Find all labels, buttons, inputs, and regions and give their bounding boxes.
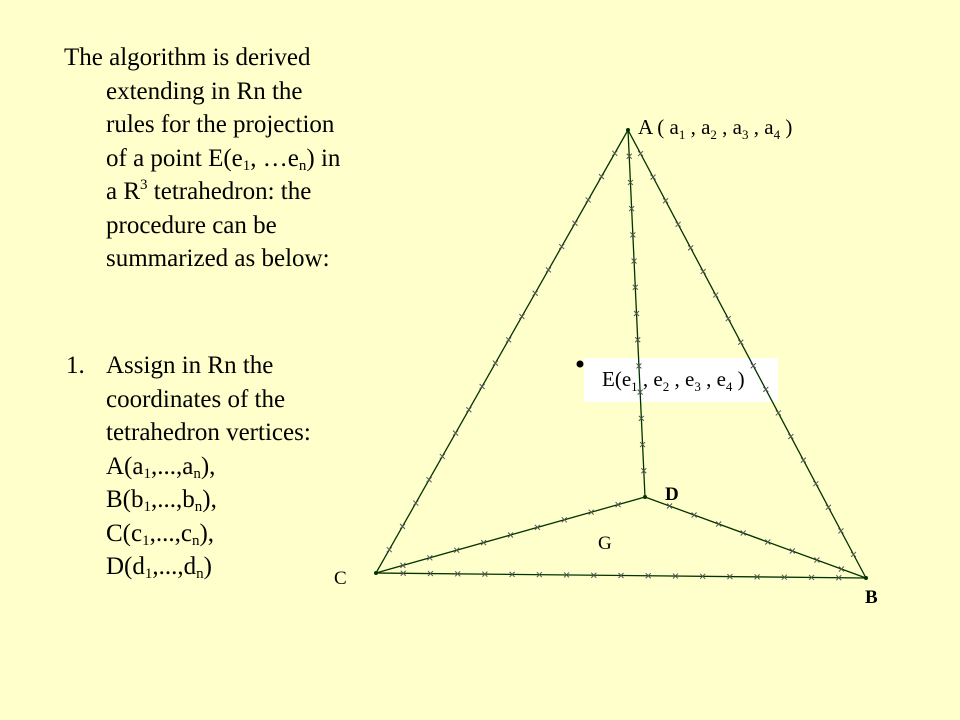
subscript: n — [194, 499, 203, 515]
point-e-label: $E(e_1$ , $e_2$ , $e_3$ , $e_4$ ) — [602, 367, 745, 394]
edge-tick — [506, 337, 511, 342]
edge-tick — [612, 151, 617, 156]
subscript: n — [191, 532, 200, 549]
edge-tick — [453, 431, 458, 436]
subscript: 1 — [143, 465, 151, 482]
edge-tick — [826, 505, 831, 510]
coord-text: ,...,a — [150, 452, 194, 480]
subscript: 1 — [142, 532, 150, 549]
edge-ac — [376, 130, 628, 573]
vertex-c-label: C — [334, 568, 347, 589]
vertex-b-label: B — [865, 587, 878, 608]
intro-line-3: rules for the projection — [106, 111, 335, 138]
edge-tick — [851, 552, 856, 557]
edge-tick — [546, 267, 551, 272]
subscript: 1 — [143, 499, 151, 515]
step-1-line-1: Assign in Rn the — [106, 352, 274, 379]
vertex-a-dot — [626, 128, 630, 132]
edge-tick — [738, 340, 743, 345]
edge-tick — [676, 222, 681, 227]
vertex-c-dot — [374, 571, 378, 575]
intro-line-4-text: , …e — [250, 144, 299, 172]
vertex-a-label: A ( $a_1$ , $a_2$ , $a_3$ , $a_4$ ) — [638, 115, 793, 142]
edge-tick — [599, 174, 604, 179]
edge-tick-marks — [387, 151, 856, 580]
edge-tick — [813, 481, 818, 486]
coord-text: ), — [202, 486, 217, 513]
coord-text: ,...,d — [152, 553, 197, 580]
edge-tick — [776, 410, 781, 415]
coord-text: ) — [203, 553, 212, 580]
intro-line-7: summarized as below: — [106, 245, 330, 272]
edge-tick — [688, 245, 693, 250]
subscript: n — [298, 157, 307, 174]
edge-tick — [701, 269, 706, 274]
edge-tick — [533, 291, 538, 296]
edge-tick — [572, 221, 577, 226]
coord-text: B(b — [106, 486, 144, 513]
coord-text: A(a — [106, 452, 144, 480]
edge-tick — [651, 175, 656, 180]
edge-tick — [413, 501, 418, 506]
edge-tick — [427, 477, 432, 482]
coord-text: C(c — [106, 519, 143, 547]
intro-line-6: procedure can be — [106, 211, 277, 239]
vertex-b-dot — [864, 576, 868, 580]
subscript: n — [193, 465, 201, 482]
intro-line-5-text: a R — [106, 178, 141, 205]
intro-line-5-text: tetrahedron: the — [147, 178, 312, 205]
subscript: 1 — [144, 566, 153, 582]
edge-tick — [763, 387, 768, 392]
point-e-dot — [577, 361, 584, 368]
subscript: n — [196, 566, 204, 582]
coord-text: ), — [200, 452, 216, 480]
intro-line-4-text: ) in — [306, 144, 341, 172]
edge-tick — [559, 244, 564, 249]
coord-text: ), — [199, 519, 215, 547]
intro-line-4-text: of a point E(e — [106, 144, 243, 172]
edge-ab — [628, 130, 866, 578]
edge-tick — [801, 458, 806, 463]
edge-tick — [400, 524, 405, 529]
edge-tick — [493, 361, 498, 366]
superscript: 3 — [140, 177, 148, 193]
step-1-line-2: coordinates of the — [106, 385, 286, 413]
edge-tick — [440, 454, 445, 459]
edge-tick — [638, 151, 643, 156]
edge-tick — [713, 293, 718, 298]
tetrahedron-edges — [376, 130, 866, 578]
edge-tick — [519, 314, 524, 319]
edge-tick — [838, 528, 843, 533]
edge-tick — [726, 316, 731, 321]
coord-text: D(d — [106, 553, 145, 580]
centroid-g-label: G — [598, 533, 612, 554]
edge-tick — [788, 434, 793, 439]
coord-text: ,...,b — [151, 486, 195, 513]
step-number: 1. — [66, 352, 85, 379]
edge-tick — [466, 407, 471, 412]
vertex-d-label: D — [665, 484, 679, 505]
edge-db — [645, 497, 866, 578]
edge-tick — [586, 197, 591, 202]
subscript: 1 — [242, 157, 251, 174]
edge-tick — [480, 384, 485, 389]
edge-tick — [387, 547, 392, 552]
vertex-d-dot — [643, 495, 647, 499]
intro-line-1: The algorithm is derived — [64, 44, 311, 71]
coord-text: ,...,c — [149, 519, 192, 547]
intro-line-2: extending in Rn the — [106, 77, 303, 105]
edge-tick — [663, 198, 668, 203]
step-1-line-3: tetrahedron vertices: — [106, 419, 311, 446]
edge-tick — [751, 363, 756, 368]
